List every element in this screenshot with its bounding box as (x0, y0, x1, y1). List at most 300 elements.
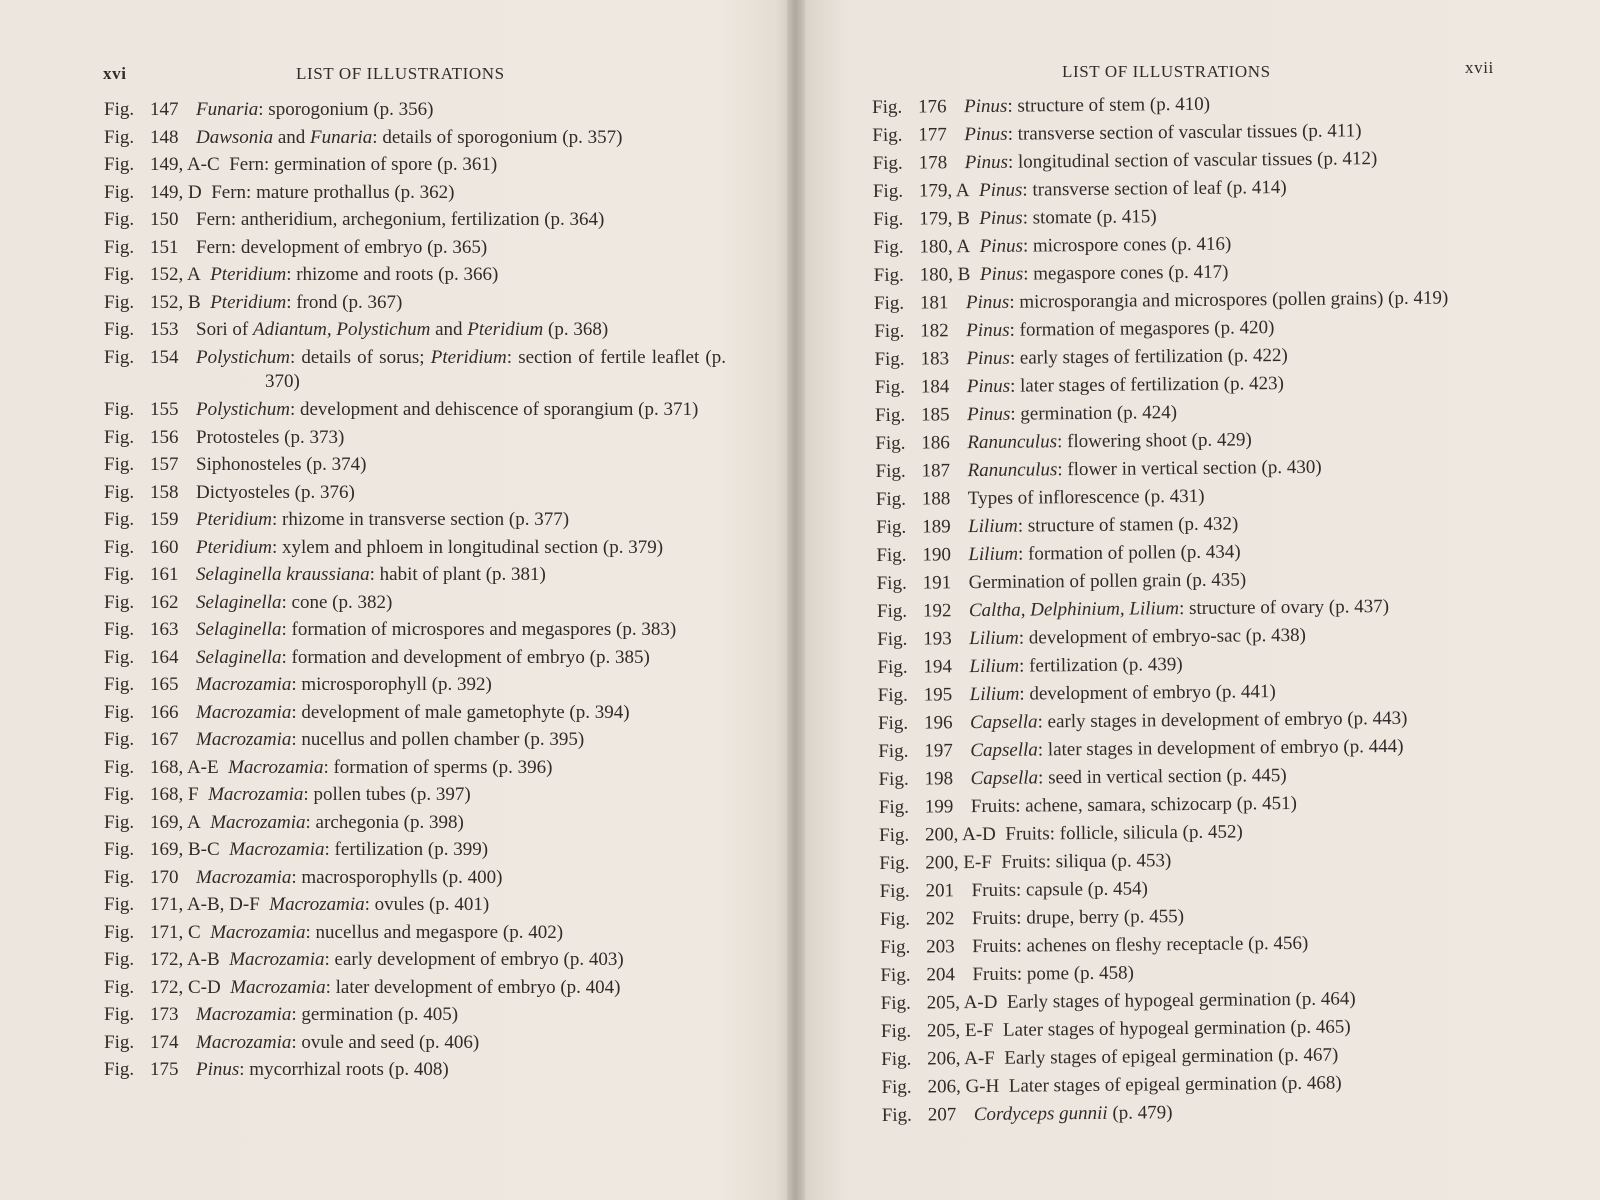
figure-number (875, 375, 967, 400)
figure-caption (210, 263, 726, 287)
caption-text: Fruits: achenes on fleshy receptacle (p. 456) (972, 932, 1309, 958)
figure-number (104, 921, 210, 945)
figure-id: 175 (150, 1059, 179, 1080)
figure-id: 206, G-H (927, 1075, 1000, 1098)
caption-taxon: Pteridium (210, 264, 287, 285)
caption-text: Fruits: capsule (p. 454) (971, 878, 1148, 902)
figure-caption (196, 398, 726, 422)
figure-caption (210, 291, 726, 315)
caption-taxon: Macrozamia (229, 949, 325, 970)
figure-label: Fig. (104, 99, 135, 120)
list-item (877, 566, 1497, 596)
caption-text: Fern: mature prothallus (p. 362) (211, 181, 455, 203)
caption-text: : transverse section of vascular tissues (p. 411) (1007, 120, 1362, 145)
figure-label: Fig. (104, 181, 135, 203)
figure-id: 160 (150, 536, 179, 558)
figure-caption (969, 622, 1497, 651)
figure-id: 154 (150, 346, 179, 368)
figure-number (104, 948, 229, 972)
figure-id: 164 (150, 646, 179, 668)
caption-taxon: Selaginella kraussiana (196, 564, 370, 585)
figure-id: 178 (918, 152, 948, 174)
caption-text: : later stages in development of embryo (p. 444) (1037, 735, 1404, 761)
caption-text: : pollen tubes (p. 397) (303, 784, 471, 805)
list-item (104, 673, 726, 697)
figure-number (874, 347, 966, 372)
figure-caption (196, 208, 726, 232)
figure-number (875, 459, 967, 484)
caption-taxon: Adiantum, Polystichum (253, 319, 431, 340)
figure-label: Fig. (878, 824, 910, 846)
list-item (878, 678, 1498, 708)
figure-caption (980, 230, 1494, 259)
figure-id: 184 (920, 376, 950, 398)
figure-label: Fig. (875, 432, 906, 454)
caption-text: : development and dehiscence of sporangium (p. 371) (289, 398, 699, 420)
figure-number (877, 655, 969, 680)
figure-caption (967, 426, 1495, 455)
figure-number (104, 453, 196, 477)
caption-taxon: Macrozamia (230, 976, 326, 998)
figure-id: 198 (924, 768, 954, 790)
figure-label: Fig. (873, 264, 904, 286)
figure-label: Fig. (881, 1076, 912, 1098)
caption-text: and (273, 126, 311, 148)
figure-number (104, 646, 196, 670)
figure-number (873, 151, 965, 176)
figure-label: Fig. (876, 516, 907, 538)
caption-text: : structure of stem (p. 410) (1007, 93, 1211, 117)
figure-id: 186 (921, 432, 950, 454)
figure-label: Fig. (877, 684, 908, 706)
figure-id: 189 (922, 516, 951, 538)
list-item (881, 986, 1501, 1016)
list-item (104, 756, 726, 780)
list-item (104, 1003, 726, 1027)
figure-number (881, 1019, 1003, 1044)
caption-taxon: Funaria (310, 126, 373, 148)
caption-taxon: Cordyceps gunnii (973, 1102, 1108, 1126)
figure-label: Fig. (104, 866, 135, 888)
figure-label: Fig. (104, 398, 135, 420)
caption-taxon: Pinus (966, 403, 1011, 426)
figure-label: Fig. (875, 460, 906, 482)
figure-number (879, 795, 971, 820)
list-item (104, 646, 726, 670)
caption-taxon: Pinus (979, 235, 1024, 257)
caption-text: : megaspore cones (p. 417) (1023, 261, 1229, 285)
list-item (872, 90, 1492, 120)
list-item (874, 286, 1494, 316)
figure-id: 197 (924, 740, 953, 762)
figure-label: Fig. (881, 1048, 912, 1070)
figure-number (104, 591, 196, 615)
caption-taxon: Pteridium (196, 536, 272, 558)
figure-number (104, 536, 196, 560)
figure-number (876, 487, 968, 512)
figure-label: Fig. (104, 619, 135, 640)
caption-text: Dictyosteles (p. 376) (196, 481, 355, 503)
list-item (104, 1058, 726, 1082)
caption-text: : formation of megaspores (p. 420) (1009, 317, 1275, 341)
figure-number (877, 599, 969, 624)
figure-caption (1001, 846, 1499, 875)
figure-label: Fig. (872, 152, 903, 174)
caption-text: : rhizome and roots (p. 366) (286, 264, 499, 285)
figure-id: 194 (923, 656, 953, 678)
figure-number (880, 907, 972, 932)
list-item (879, 818, 1499, 848)
caption-text: : fertilization (p. 399) (324, 839, 489, 860)
list-item (880, 930, 1500, 960)
figure-caption (980, 258, 1494, 287)
list-item (875, 370, 1495, 400)
figure-id: 168, F (150, 784, 199, 805)
caption-taxon: Macrozamia (196, 1031, 292, 1053)
figure-number (876, 543, 968, 568)
list-item (881, 1042, 1501, 1072)
caption-text: : later development of embryo (p. 404) (325, 976, 621, 998)
caption-text: : development of male gametophyte (p. 394) (291, 701, 630, 723)
figure-label: Fig. (104, 756, 135, 778)
figure-id: 179, B (919, 208, 970, 230)
figure-number (881, 991, 1007, 1016)
caption-text: : later stages of fertilization (p. 423) (1009, 373, 1284, 397)
figure-caption (229, 153, 726, 177)
figure-id: 156 (150, 426, 179, 448)
figure-caption (196, 701, 726, 725)
figure-label: Fig. (880, 992, 911, 1014)
caption-taxon: Capsella (970, 739, 1038, 762)
list-item (876, 510, 1496, 540)
figure-number (880, 963, 972, 988)
caption-taxon: Pinus (966, 319, 1010, 342)
figure-label: Fig. (104, 646, 135, 668)
figure-label: Fig. (104, 291, 135, 313)
figure-label: Fig. (879, 908, 911, 930)
figure-number (104, 893, 269, 917)
caption-text: : early stages in development of embryo (p. 443) (1037, 707, 1408, 733)
figure-label: Fig. (104, 264, 135, 285)
caption-taxon: Pinus (979, 207, 1023, 229)
list-item (104, 563, 726, 587)
figure-number (104, 1003, 196, 1027)
figure-id: 148 (150, 126, 179, 148)
figure-caption (210, 811, 726, 835)
figure-number (104, 811, 210, 835)
caption-text: : formation of pollen (p. 434) (1017, 541, 1241, 565)
list-item (878, 734, 1498, 764)
figure-caption (229, 948, 726, 972)
figure-id: 190 (922, 544, 952, 566)
figure-number (875, 431, 967, 456)
figure-caption (972, 958, 1500, 987)
figure-caption (196, 508, 726, 532)
figure-id: 181 (919, 292, 949, 314)
figure-label: Fig. (104, 839, 135, 860)
figure-caption (970, 762, 1498, 791)
list-item (880, 958, 1500, 988)
figure-id: 207 (927, 1104, 957, 1126)
caption-taxon: Macrozamia (269, 894, 365, 915)
caption-taxon: Macrozamia (196, 701, 292, 723)
figure-id: 149, A-C (150, 154, 220, 175)
figure-label: Fig. (104, 784, 135, 805)
caption-text: : flower in vertical section (p. 430) (1057, 456, 1322, 481)
caption-text: (p. 479) (1107, 1102, 1173, 1124)
figure-number (104, 153, 229, 177)
figure-caption (196, 673, 726, 697)
figure-caption (966, 286, 1494, 315)
figure-number (877, 627, 969, 652)
caption-text: Early stages of epigeal germination (p. 467) (1004, 1044, 1339, 1069)
figure-number (879, 851, 1001, 876)
list-item (880, 874, 1500, 904)
caption-taxon: Capsella (969, 711, 1038, 734)
figure-label: Fig. (881, 1104, 912, 1126)
caption-text: : ovules (p. 401) (364, 894, 490, 915)
figure-number (876, 515, 968, 540)
caption-taxon: Pinus (964, 95, 1008, 118)
figure-label: Fig. (104, 1031, 135, 1053)
figure-caption (229, 838, 726, 862)
figure-number (877, 571, 969, 596)
caption-text: : early development of embryo (p. 403) (324, 949, 624, 970)
caption-text: Types of inflorescence (p. 431) (967, 485, 1205, 510)
caption-text: Fern: antheridium, archegonium, fertilization (p. 364) (196, 209, 605, 230)
figure-label: Fig. (104, 536, 135, 558)
caption-text: Protosteles (p. 373) (196, 426, 345, 448)
list-item (104, 866, 726, 890)
figure-caption (970, 678, 1498, 707)
list-item (104, 976, 726, 1000)
figure-number (104, 1031, 196, 1055)
figure-caption (968, 538, 1496, 567)
caption-taxon: Ranunculus (967, 431, 1058, 454)
page-number: xvi (103, 64, 127, 83)
figure-label: Fig. (876, 572, 907, 594)
figure-number (104, 481, 196, 505)
figure-caption (979, 202, 1493, 231)
figure-id: 158 (150, 481, 179, 503)
figure-id: 170 (150, 866, 179, 888)
caption-text: : germination (p. 424) (1010, 402, 1178, 425)
figure-number (104, 783, 208, 807)
caption-text: Siphonosteles (p. 374) (196, 454, 367, 475)
figure-label: Fig. (104, 921, 135, 943)
caption-taxon: Polystichum (196, 346, 290, 368)
figure-caption (196, 1003, 726, 1027)
figure-id: 172, C-D (150, 976, 221, 998)
caption-text: Later stages of epigeal germination (p. 468) (1008, 1072, 1342, 1097)
caption-text: : mycorrhizal roots (p. 408) (239, 1059, 449, 1080)
caption-taxon: Polystichum (196, 398, 290, 420)
figure-id: 191 (922, 572, 952, 594)
figure-caption (211, 181, 726, 205)
figure-label: Fig. (104, 319, 135, 340)
figure-caption (269, 893, 726, 917)
caption-text: : microsporophyll (p. 392) (291, 674, 492, 695)
figure-id: 200, A-D (924, 823, 996, 846)
caption-text: : fertilization (p. 439) (1019, 654, 1183, 677)
list-item (873, 202, 1493, 232)
figure-caption (196, 318, 726, 342)
caption-text: Early stages of hypogeal germination (p. 464) (1006, 988, 1356, 1013)
list-item (874, 314, 1494, 344)
caption-text: : early stages of fertilization (p. 422) (1009, 345, 1288, 369)
figure-caption (196, 126, 726, 150)
caption-taxon: Pinus (964, 123, 1008, 146)
figure-number (104, 756, 228, 780)
caption-taxon: Pinus (979, 263, 1024, 285)
figure-id: 172, A-B (150, 949, 220, 970)
caption-taxon: Ranunculus (967, 459, 1058, 482)
caption-taxon: Pinus (965, 291, 1010, 314)
figure-number (878, 711, 970, 736)
figure-caption (966, 314, 1494, 343)
figure-id: 188 (921, 488, 951, 510)
caption-text: : sporogonium (p. 356) (258, 99, 434, 120)
caption-text: : nucellus and pollen chamber (p. 395) (291, 729, 585, 750)
figure-label: Fig. (877, 712, 909, 734)
figure-caption (972, 902, 1500, 931)
figure-number (104, 426, 196, 450)
figure-id: 152, A (150, 264, 201, 285)
caption-taxon: Lilium (969, 655, 1020, 678)
figure-caption (1007, 986, 1501, 1015)
figure-id: 165 (150, 674, 179, 695)
figure-label: Fig. (104, 209, 135, 230)
list-item (104, 536, 726, 560)
caption-text: : structure of ovary (p. 437) (1178, 596, 1390, 620)
caption-text: : stomate (p. 415) (1022, 206, 1157, 229)
figure-label: Fig. (878, 740, 909, 762)
figure-id: 177 (918, 124, 947, 146)
figure-caption (1009, 1070, 1502, 1099)
list-item (104, 208, 726, 232)
figure-label: Fig. (104, 729, 135, 750)
figure-label: Fig. (874, 376, 906, 398)
figure-caption (196, 481, 726, 505)
figure-label: Fig. (104, 154, 135, 175)
figure-label: Fig. (875, 488, 907, 510)
list-item (104, 398, 726, 422)
list-item (104, 728, 726, 752)
figure-id: 205, A-D (926, 991, 998, 1014)
figure-id: 176 (918, 96, 947, 118)
caption-text: : details of sorus; (289, 346, 431, 368)
figure-id: 192 (922, 600, 952, 622)
caption-text: Fern: germination of spore (p. 361) (229, 154, 498, 175)
caption-text: : microsporangia and microspores (pollen grains) (p. 419) (1009, 287, 1449, 313)
figure-caption (972, 930, 1500, 959)
figure-label: Fig. (873, 208, 904, 230)
list-item (104, 453, 726, 477)
figure-label: Fig. (878, 796, 910, 818)
figure-caption (196, 98, 726, 122)
caption-text: : seed in vertical section (p. 445) (1038, 765, 1287, 789)
caption-taxon: Macrozamia (196, 866, 292, 888)
caption-taxon: Pinus (964, 151, 1009, 174)
caption-taxon: Macrozamia (210, 921, 306, 943)
figure-number (104, 126, 196, 150)
figure-number (873, 235, 979, 260)
figure-number (881, 1075, 1009, 1100)
figure-caption (965, 146, 1493, 175)
figure-id: 200, E-F (925, 851, 992, 874)
figure-label: Fig. (104, 674, 135, 695)
figure-label: Fig. (104, 949, 135, 970)
figure-caption (1005, 818, 1499, 847)
list-item (104, 318, 726, 342)
caption-text: : formation of sperms (p. 396) (323, 756, 553, 778)
figure-number (104, 618, 196, 642)
figure-label: Fig. (876, 544, 907, 566)
figure-label: Fig. (874, 404, 906, 426)
list-item (879, 790, 1499, 820)
figure-id: 155 (150, 398, 179, 420)
figure-label: Fig. (104, 1004, 135, 1025)
figure-label: Fig. (104, 894, 135, 915)
figure-caption (230, 976, 726, 1000)
figure-caption (964, 90, 1492, 119)
caption-taxon: Selaginella (196, 619, 282, 640)
figure-label: Fig. (877, 656, 908, 678)
list-item (875, 426, 1495, 456)
figure-number (104, 98, 196, 122)
figure-number (104, 1058, 196, 1082)
figure-caption (979, 174, 1493, 203)
figure-id: 182 (920, 320, 949, 342)
list-item (104, 701, 726, 725)
figure-id: 166 (150, 701, 179, 723)
caption-text: Fern: development of embryo (p. 365) (196, 236, 488, 258)
figure-number (874, 319, 966, 344)
caption-taxon: Pinus (196, 1059, 240, 1080)
list-item (104, 783, 726, 807)
figure-caption (974, 1098, 1502, 1127)
figure-number (104, 263, 210, 287)
figure-label: Fig. (872, 124, 903, 146)
figure-caption (970, 734, 1498, 763)
figure-id: 171, A-B, D-F (150, 894, 260, 915)
figure-label: Fig. (104, 976, 135, 998)
figure-number (878, 739, 970, 764)
figure-label: Fig. (104, 509, 135, 530)
figure-caption (969, 594, 1497, 623)
figure-id: 171, C (150, 921, 201, 943)
figure-caption (972, 874, 1500, 903)
figure-number (875, 403, 967, 428)
figure-number (104, 181, 211, 205)
caption-text: : nucellus and megaspore (p. 402) (305, 921, 564, 943)
figure-number (874, 263, 980, 288)
caption-taxon: Macrozamia (208, 784, 304, 805)
figure-label: Fig. (872, 180, 904, 202)
caption-text: : germination (p. 405) (291, 1004, 459, 1025)
figure-label: Fig. (104, 426, 135, 448)
caption-text: : frond (p. 367) (286, 291, 403, 313)
figure-number (873, 207, 979, 232)
figure-number (104, 291, 210, 315)
figure-caption (228, 756, 726, 780)
figure-id: 159 (150, 509, 179, 530)
list-item (104, 291, 726, 315)
caption-text: Fruits: achene, samara, schizocarp (p. 451) (970, 792, 1297, 818)
caption-taxon: Selaginella (196, 646, 282, 668)
figure-number (104, 673, 196, 697)
figure-caption (971, 790, 1499, 819)
